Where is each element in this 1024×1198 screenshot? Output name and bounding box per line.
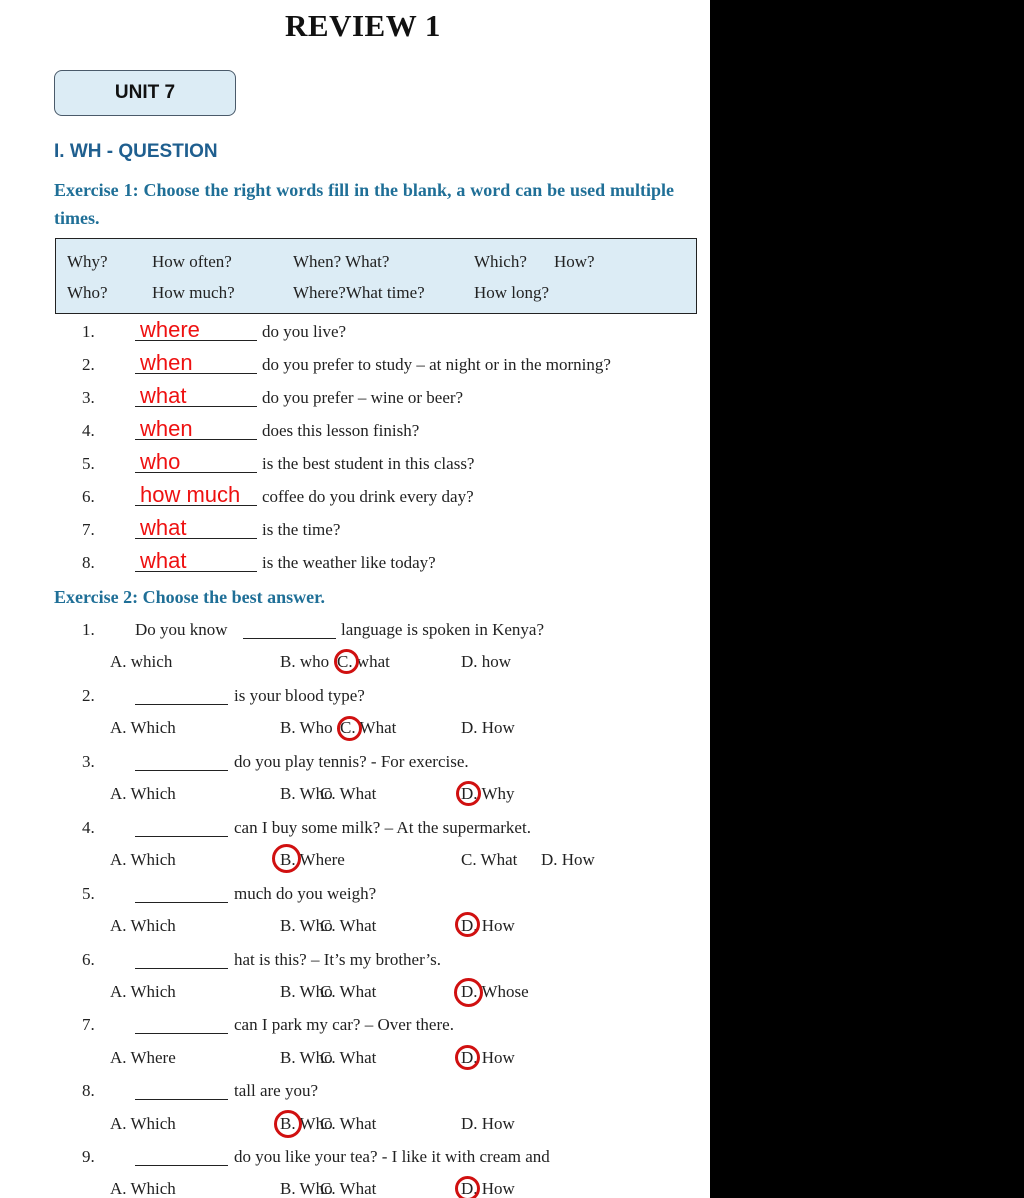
- item-number: 3.: [82, 388, 95, 407]
- item-number: 1.: [82, 322, 95, 341]
- handwritten-answer: what: [140, 383, 187, 408]
- word-bank-item: How long?: [474, 283, 550, 302]
- answer-blank[interactable]: [135, 1143, 228, 1166]
- choice-c[interactable]: C. What: [340, 718, 397, 737]
- choice-a[interactable]: A. Which: [110, 982, 176, 1001]
- item-number: 5.: [82, 454, 95, 473]
- answer-blank[interactable]: [135, 814, 228, 837]
- item-text: does this lesson finish?: [262, 421, 420, 440]
- choice-a[interactable]: A. Which: [110, 916, 176, 935]
- choice-c[interactable]: C. What: [461, 850, 518, 869]
- choice-d[interactable]: D. Whose: [461, 982, 529, 1001]
- choice-d[interactable]: D. how: [461, 652, 512, 671]
- choice-b[interactable]: B. Who: [280, 784, 333, 803]
- question-number: 4.: [82, 818, 95, 837]
- choice-c[interactable]: C. What: [320, 916, 377, 935]
- selected-answer-circle: [274, 1110, 302, 1138]
- choice-c[interactable]: C. what: [337, 652, 390, 671]
- choice-a[interactable]: A. Where: [110, 1048, 176, 1067]
- choice-d[interactable]: D. How: [461, 718, 515, 737]
- question-number: 1.: [82, 620, 95, 639]
- handwritten-answer: when: [140, 416, 193, 441]
- choice-b[interactable]: B. who: [280, 652, 330, 671]
- answer-blank[interactable]: [135, 880, 228, 903]
- question-text: much do you weigh?: [234, 884, 377, 903]
- question-text: can I park my car? – Over there.: [234, 1015, 454, 1034]
- question-text: tall are you?: [234, 1081, 319, 1100]
- choice-d[interactable]: D. Why: [461, 784, 515, 803]
- selected-answer-circle: [454, 978, 483, 1007]
- item-text: is the weather like today?: [262, 553, 436, 572]
- black-side-panel: [710, 0, 1024, 1198]
- choice-d[interactable]: D. How: [461, 916, 515, 935]
- handwritten-answer: where: [140, 317, 200, 342]
- question-number: 6.: [82, 950, 95, 969]
- question-number: 8.: [82, 1081, 95, 1100]
- handwritten-answer: how much: [140, 482, 241, 507]
- selected-answer-circle: [456, 781, 481, 806]
- item-number: 8.: [82, 553, 95, 572]
- choice-b[interactable]: B. Who: [280, 1179, 333, 1198]
- choice-b[interactable]: B. Where: [280, 850, 345, 869]
- choice-b[interactable]: B. Who: [280, 1114, 333, 1133]
- choice-c[interactable]: C. What: [320, 1114, 377, 1133]
- question-text: hat is this? – It’s my brother’s.: [234, 950, 441, 969]
- selected-answer-circle: [272, 844, 301, 873]
- word-bank-item: Where?What time?: [293, 283, 425, 302]
- question-number: 3.: [82, 752, 95, 771]
- question-number: 7.: [82, 1015, 95, 1034]
- answer-blank[interactable]: [135, 1077, 228, 1100]
- choice-a[interactable]: A. which: [110, 652, 173, 671]
- exercise-1-title: Exercise 1: Choose the right words fill in the blank, a word can be used multiple times.: [54, 180, 674, 228]
- word-bank-item: When? What?: [293, 252, 390, 271]
- item-number: 4.: [82, 421, 95, 440]
- choice-c[interactable]: C. What: [320, 982, 377, 1001]
- question-text: is your blood type?: [234, 686, 365, 705]
- unit-label: UNIT 7: [54, 70, 236, 116]
- choice-c[interactable]: C. What: [320, 1048, 377, 1067]
- word-bank-item: Why?: [67, 252, 108, 271]
- question-number: 2.: [82, 686, 95, 705]
- item-text: is the best student in this class?: [262, 454, 475, 473]
- question-text: language is spoken in Kenya?: [341, 620, 544, 639]
- selected-answer-circle: [337, 716, 362, 741]
- choice-a[interactable]: A. Which: [110, 850, 176, 869]
- question-text: do you like your tea? - I like it with cream and: [234, 1147, 550, 1166]
- question-text: do you play tennis? - For exercise.: [234, 752, 469, 771]
- choice-d[interactable]: D. How: [541, 850, 595, 869]
- answer-blank[interactable]: [135, 1011, 228, 1034]
- word-bank-item: Which?: [474, 252, 527, 271]
- section-heading: I. WH - QUESTION: [54, 141, 218, 162]
- item-text: do you live?: [262, 322, 347, 341]
- answer-blank[interactable]: [135, 946, 228, 969]
- choice-d[interactable]: D. How: [461, 1114, 515, 1133]
- item-text: coffee do you drink every day?: [262, 487, 474, 506]
- choice-d[interactable]: D. How: [461, 1179, 515, 1198]
- selected-answer-circle: [334, 649, 359, 674]
- handwritten-answer: what: [140, 548, 187, 573]
- handwritten-answer: who: [140, 449, 181, 474]
- question-text: can I buy some milk? – At the supermarket.: [234, 818, 531, 837]
- word-bank-item: How much?: [152, 283, 235, 302]
- handwritten-answer: when: [140, 350, 193, 375]
- choice-a[interactable]: A. Which: [110, 1114, 176, 1133]
- page-title: REVIEW 1: [285, 8, 441, 43]
- selected-answer-circle: [455, 912, 480, 937]
- item-number: 7.: [82, 520, 95, 539]
- choice-a[interactable]: A. Which: [110, 718, 176, 737]
- item-number: 6.: [82, 487, 95, 506]
- answer-blank[interactable]: [135, 682, 228, 705]
- answer-blank[interactable]: [243, 616, 336, 639]
- word-bank-item: How?: [554, 252, 595, 271]
- question-prefix: Do you know: [135, 620, 228, 639]
- item-text: do you prefer – wine or beer?: [262, 388, 464, 407]
- choice-b[interactable]: B. Who: [280, 1048, 333, 1067]
- item-text: is the time?: [262, 520, 341, 539]
- word-bank-item: Who?: [67, 283, 108, 302]
- choice-b[interactable]: B. Who: [280, 916, 333, 935]
- exercise-2-title: Exercise 2: Choose the best answer.: [54, 587, 325, 607]
- question-number: 9.: [82, 1147, 95, 1166]
- choice-c[interactable]: C. What: [320, 1179, 377, 1198]
- choice-b[interactable]: B. Who: [280, 718, 333, 737]
- answer-blank[interactable]: [135, 748, 228, 771]
- selected-answer-circle: [455, 1176, 480, 1198]
- item-number: 2.: [82, 355, 95, 374]
- choice-c[interactable]: C. What: [320, 784, 377, 803]
- selected-answer-circle: [455, 1045, 480, 1070]
- choice-a[interactable]: A. Which: [110, 1179, 176, 1198]
- question-number: 5.: [82, 884, 95, 903]
- word-bank: [55, 238, 697, 314]
- handwritten-answer: what: [140, 515, 187, 540]
- word-bank-item: How often?: [152, 252, 232, 271]
- item-text: do you prefer to study – at night or in the morning?: [262, 355, 611, 374]
- choice-b[interactable]: B. Who: [280, 982, 333, 1001]
- choice-a[interactable]: A. Which: [110, 784, 176, 803]
- choice-d[interactable]: D. How: [461, 1048, 515, 1067]
